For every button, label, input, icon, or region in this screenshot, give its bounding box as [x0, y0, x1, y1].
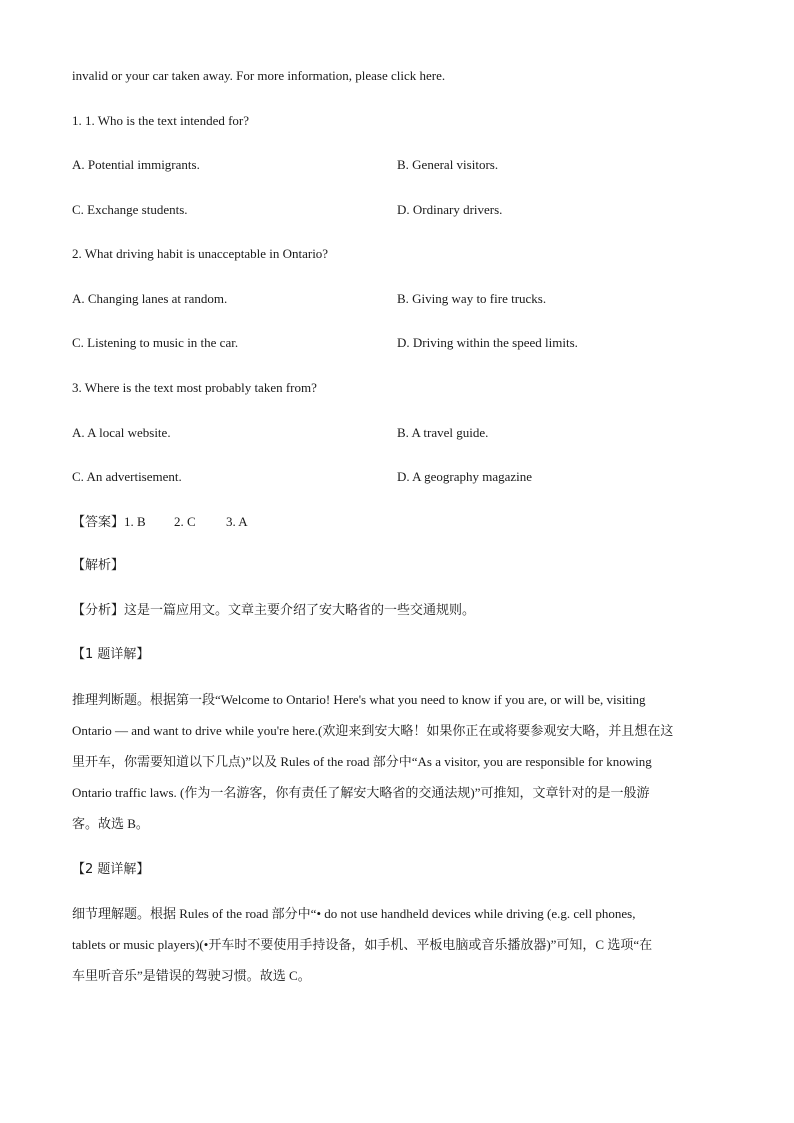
- question-1-option-d: D. Ordinary drivers.: [397, 202, 503, 217]
- question-3-option-a: A. A local website.: [72, 425, 171, 440]
- question-2-option-a: A. Changing lanes at random.: [72, 291, 228, 306]
- detail-2-paragraph: [72, 898, 722, 991]
- detail-2-line-2: tablets or music players)(•开车时不要使用手持设备，如手机、平板电脑或音乐播放器)”可知，C 选项“在: [72, 937, 653, 952]
- detail-1-line-2: Ontario — and want to drive while you're here.(欢迎来到安大略！如果你正在或将要参观安大略，并且想在这: [72, 723, 674, 738]
- answer-item-1: 1. B: [124, 514, 146, 529]
- question-2-option-d: D. Driving within the speed limits.: [397, 335, 578, 350]
- detail-1-line-5: 客。故选 B。: [72, 816, 149, 831]
- question-3-option-b: B. A travel guide.: [397, 425, 489, 440]
- analysis-label: 【解析】: [72, 558, 125, 573]
- question-1-option-b: B. General visitors.: [397, 157, 499, 172]
- question-1-option-c: C. Exchange students.: [72, 202, 188, 217]
- question-2-option-c: C. Listening to music in the car.: [72, 335, 239, 350]
- question-2-option-b: B. Giving way to fire trucks.: [397, 291, 547, 306]
- detail-1-heading: 【1 题详解】: [72, 647, 150, 662]
- question-3-stem: 3. Where is the text most probably taken from?: [72, 380, 317, 395]
- question-3-option-d: D. A geography magazine: [397, 469, 533, 484]
- detail-2-line-3: 车里听音乐”是错误的驾驶习惯。故选 C。: [72, 968, 311, 983]
- detail-1-paragraph: [72, 684, 722, 839]
- answer-item-3: 3. A: [226, 514, 248, 529]
- answer-label: 【答案】: [72, 515, 125, 530]
- answer-line: [72, 513, 248, 532]
- detail-1-line-1: 推理判断题。根据第一段“Welcome to Ontario! Here's what you need to know if you are, or will be, visiting: [72, 692, 646, 707]
- detail-1-line-4: Ontario traffic laws. (作为一名游客，你有责任了解安大略省的交通法规)”可推知，文章针对的是一般游: [72, 785, 650, 800]
- question-3-option-c: C. An advertisement.: [72, 469, 182, 484]
- intro-tail-text: invalid or your car taken away. For more information, please click here.: [72, 68, 446, 83]
- question-1-stem: 1. 1. Who is the text intended for?: [72, 113, 250, 128]
- summary-text: 【分析】这是一篇应用文。文章主要介绍了安大略省的一些交通规则。: [72, 603, 476, 618]
- question-1-option-a: A. Potential immigrants.: [72, 157, 200, 172]
- detail-2-heading: 【2 题详解】: [72, 862, 150, 877]
- answer-item-2: 2. C: [174, 514, 196, 529]
- question-2-stem: 2. What driving habit is unacceptable in Ontario?: [72, 246, 329, 261]
- detail-2-line-1: 细节理解题。根据 Rules of the road 部分中“• do not use handheld devices while driving (e.g. cell phones,: [72, 906, 636, 921]
- detail-1-line-3: 里开车，你需要知道以下几点)”以及 Rules of the road 部分中“As a visitor, you are responsible for knowing: [72, 754, 652, 769]
